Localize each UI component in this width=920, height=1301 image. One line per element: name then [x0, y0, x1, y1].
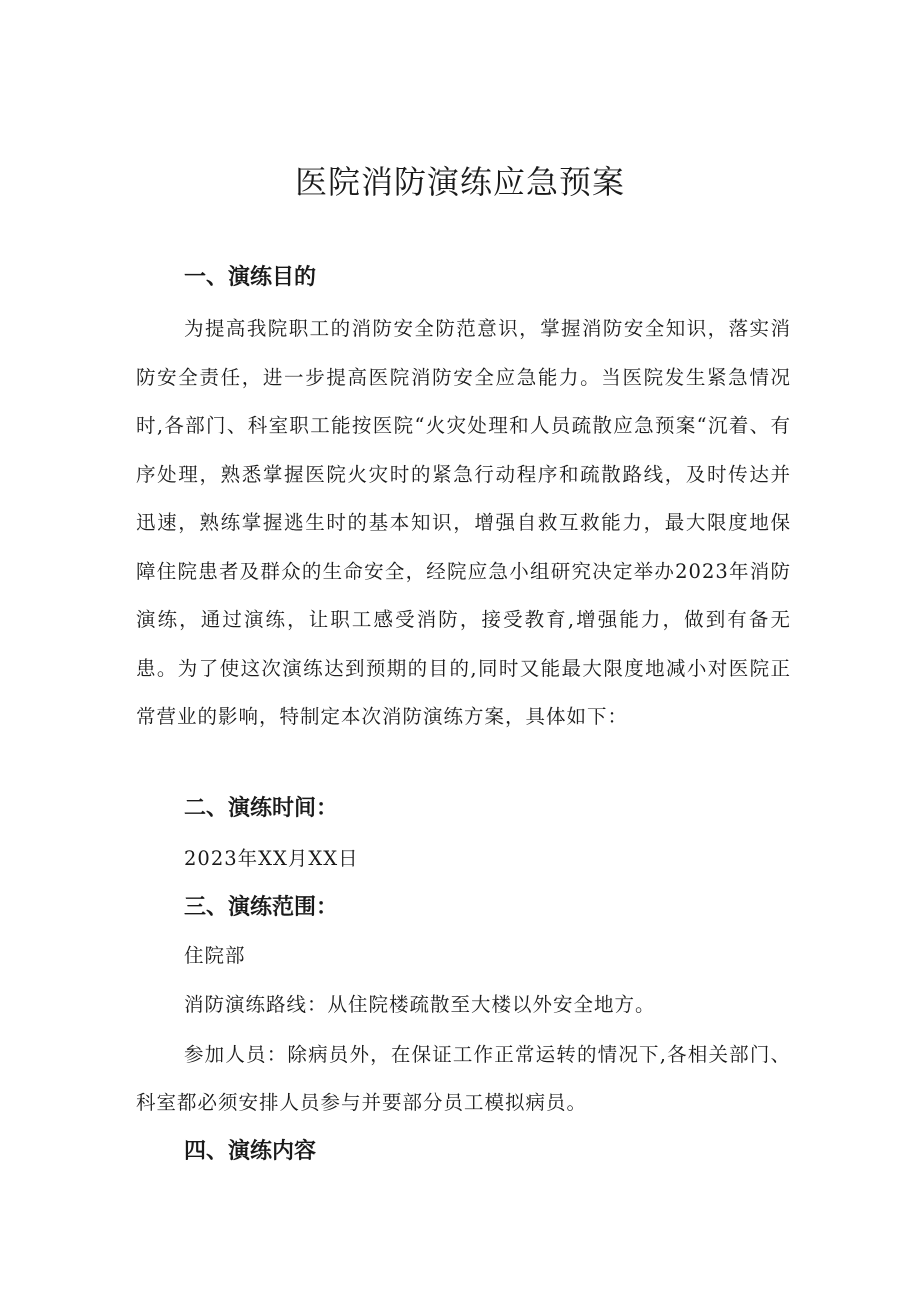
drill-scope: 住院部	[184, 944, 246, 967]
drill-route: 消防演练路线：从住院楼疏散至大楼以外安全地方。	[184, 993, 656, 1016]
section-heading-content: 四、演练内容	[184, 1139, 317, 1164]
purpose-paragraph: 为提高我院职工的消防安全防范意识，掌握消防安全知识，落实消防安全责任，进一步提高医院消防安全应急能力。当医院发生紧急情况时,各部门、科室职工能按医院“火灾处理和人员疏散应急预案“沉着、有序处理，熟悉掌握医院火灾时的紧急行动程序和疏散路线，及时传达并迅速，熟练掌握逃生时的基本知识，增强自救互救能力，最大限度地保障住院患者及群众的生命安全，经院应急小组研究决定举办2023年消防演练，通过演练，让职工感受消防，接受教育,增强能力，做到有备无患。为了使这次演练达到预期的目的,同时又能最大限度地减小对医院正常营业的影响，特制定本次消防演练方案，具体如下：	[136, 317, 791, 728]
drill-participants: 参加人员：除病员外，在保证工作正常运转的情况下,各相关部门、科室都必须安排人员参与并要部分员工模拟病员。	[136, 1043, 791, 1114]
document-title: 医院消防演练应急预案	[294, 163, 625, 201]
section-heading-time: 二、演练时间：	[184, 796, 339, 821]
drill-date: 2023年XX月XX日	[184, 847, 359, 870]
section-heading-scope: 三、演练范围：	[184, 895, 339, 920]
section-heading-purpose: 一、演练目的	[184, 265, 317, 290]
